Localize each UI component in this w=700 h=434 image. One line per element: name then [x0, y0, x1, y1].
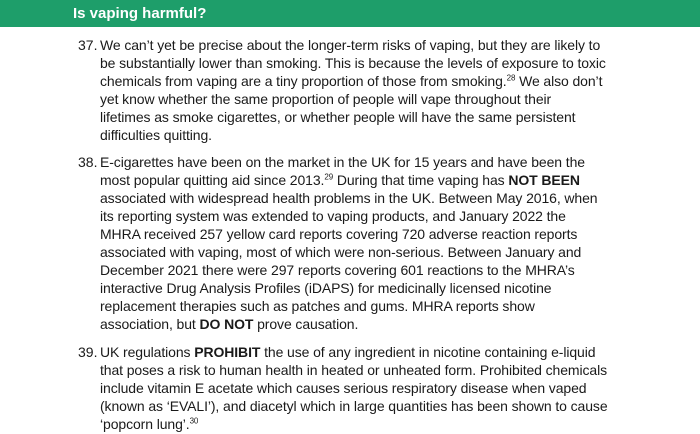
paragraph-number: 38. [78, 154, 98, 170]
text-line [100, 315, 640, 333]
text-line: include vitamin E acetate which causes serious respiratory disease when vaped [100, 380, 587, 396]
emphasis-text: DO NOT [199, 316, 254, 332]
emphasis-text: PROHIBIT [194, 344, 261, 360]
text-line: its reporting system was extended to vaping products, and January 2022 the [100, 208, 566, 224]
text-line: MHRA received 257 yellow card reports covering 720 adverse reaction reports [100, 226, 578, 242]
footnote-ref: 30 [189, 416, 199, 426]
text-line: that poses a risk to human health in heated or unheated form. Prohibited chemicals [100, 362, 607, 378]
text-line: E-cigarettes have been on the market in the UK for 15 years and have been the [100, 154, 585, 170]
text-line: interactive Drug Analysis Profiles (iDAPS) for medicinally licensed nicotine [100, 280, 552, 296]
text-segment: We also don’t [515, 73, 603, 89]
paragraph-number: 39. [78, 344, 98, 360]
text-line: (known as ‘EVALI’), and diacetyl which in large quantities has been shown to cause [100, 398, 608, 414]
emphasis-text: NOT BEEN [508, 172, 580, 188]
text-segment: chemicals from vaping are a tiny proportion of those from smoking. [100, 73, 507, 89]
text-line: We can’t yet be precise about the longer-term risks of vaping, but they are likely to [100, 37, 601, 53]
text-segment: the use of any ingredient in nicotine containing e-liquid [260, 344, 596, 360]
text-segment: ‘popcorn lung’. [100, 416, 190, 432]
text-segment: prove causation. [253, 316, 359, 332]
paragraph-number: 37. [78, 37, 98, 53]
section-header-bar [0, 0, 700, 27]
text-line: December 2021 there were 297 reports covering 601 reactions to the MHRA’s [100, 262, 575, 278]
text-line: yet know whether the same proportion of people will vape throughout their [100, 91, 552, 107]
section-title: Is vaping harmful? [73, 5, 207, 22]
text-line [100, 343, 640, 361]
text-line: lifetimes as smoke cigarettes, or whether people will have the same persistent [100, 109, 576, 125]
footnote-ref: 29 [324, 172, 334, 182]
text-segment: UK regulations [100, 344, 195, 360]
text-line [100, 415, 640, 433]
footnote-ref: 28 [506, 73, 516, 83]
text-segment: most popular quitting aid since 2013. [100, 172, 325, 188]
paragraph-body [100, 153, 640, 333]
text-segment: During that time vaping has [333, 172, 509, 188]
text-line: associated with widespread health problems in the UK. Between May 2016, when [100, 190, 598, 206]
text-line: difficulties quitting. [100, 127, 212, 143]
paragraph-body [100, 343, 640, 433]
paragraph-body [100, 36, 640, 144]
text-segment: association, but [100, 316, 200, 332]
text-line: associated with vaping, most of which were non-serious. Between January and [100, 244, 582, 260]
text-line [100, 72, 640, 90]
text-line: replacement therapies such as patches and gums. MHRA reports show [100, 298, 535, 314]
text-line [100, 171, 640, 189]
text-line: be substantially lower than smoking. This is because the levels of exposure to toxic [100, 55, 606, 71]
